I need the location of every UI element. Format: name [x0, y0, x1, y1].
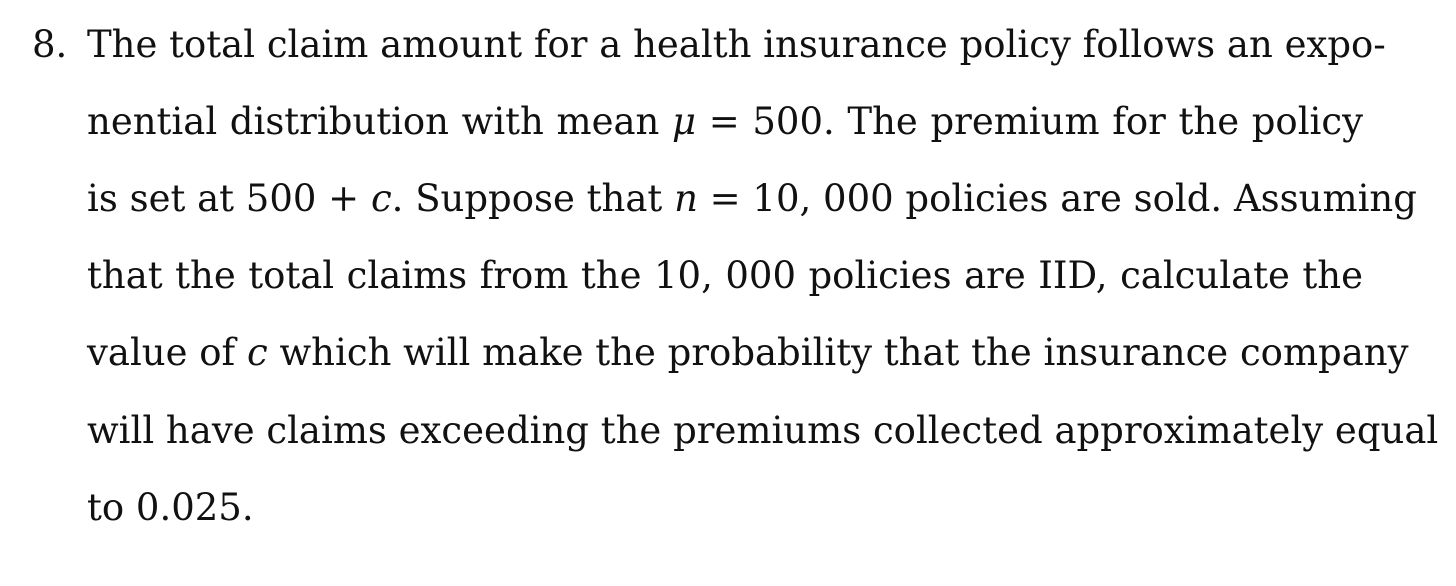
problem-number: 8.: [32, 23, 68, 66]
text-segment: will have claims exceeding the premiums collected approximately equal: [87, 409, 1439, 452]
problem-line: [87, 253, 1363, 299]
text-segment: value of: [87, 331, 248, 374]
problem-line: [87, 22, 1386, 68]
text-segment: The total claim amount for a health insurance policy follows an expo-: [87, 23, 1386, 66]
text-segment: to 0.025.: [87, 486, 254, 529]
math-symbol-mu: μ: [672, 100, 697, 143]
math-symbol-c: c: [247, 331, 268, 374]
text-segment: that the total claims from the 10, 000 policies are IID, calculate the: [87, 254, 1363, 297]
text-segment: nential distribution with mean: [87, 100, 673, 143]
text-segment: which will make the probability that the insurance company: [267, 331, 1409, 374]
text-segment: is set at 500 +: [87, 177, 371, 220]
problem-line: [87, 408, 1439, 454]
text-segment: . Suppose that: [391, 177, 675, 220]
problem-line: [87, 99, 1363, 145]
problem-line: [87, 176, 1417, 222]
problem-line: [87, 485, 1363, 531]
text-segment: = 500. The premium for the policy: [696, 100, 1363, 143]
text-segment: = 10, 000 policies are sold. Assuming: [697, 177, 1417, 220]
problem-line: [87, 330, 1409, 376]
math-symbol-n: n: [674, 177, 698, 220]
math-symbol-c: c: [370, 177, 392, 220]
